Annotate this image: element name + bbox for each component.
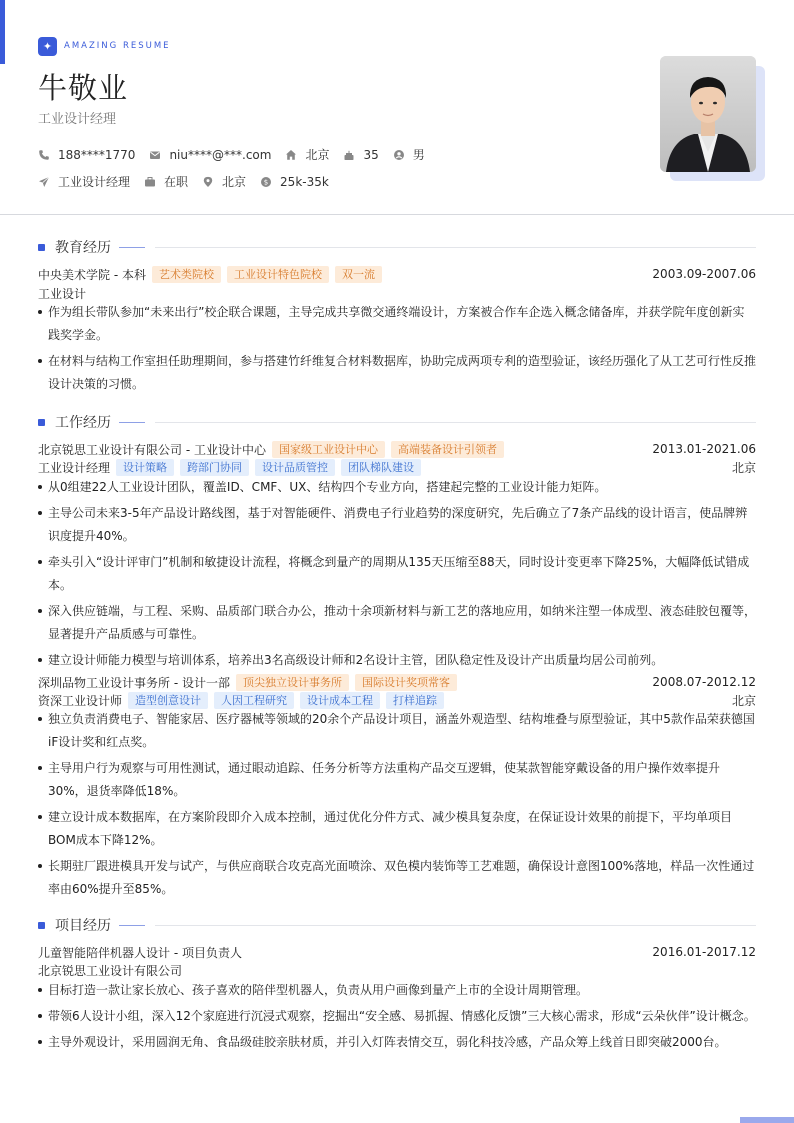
job-period: 2008.07-2012.12	[652, 675, 756, 689]
profile-photo-frame	[660, 56, 766, 182]
home-icon	[285, 149, 297, 161]
location-item	[285, 146, 329, 163]
major: 工业设计	[38, 286, 87, 301]
job-role: 资深工业设计师	[38, 693, 123, 708]
candidate-title: 工业设计经理	[38, 112, 117, 127]
contact-row	[38, 146, 439, 163]
list-item: 主导公司未来3-5年产品设计路线图，基于对智能硬件、消费电子行业趋势的深度研究，先后确立了7条产品线的设计语言，使品牌辨识度提升40%。	[38, 502, 756, 548]
job-bullets	[38, 476, 756, 675]
target-position-text: 工业设计经理	[58, 175, 131, 189]
school-tag: 双一流	[335, 266, 382, 283]
project-name: 儿童智能陪伴机器人设计 - 项目负责人	[38, 945, 242, 960]
list-item: 牵头引入“设计评审门”机制和敏捷设计流程，将概念到量产的周期从135天压缩至88天，同时设计变更率下降25%，大幅降低试错成本。	[38, 551, 756, 597]
header-divider	[0, 214, 794, 215]
skill-tag: 打样追踪	[386, 692, 444, 709]
money-icon	[260, 176, 272, 188]
mail-icon	[149, 149, 161, 161]
list-item: 作为组长带队参加“未来出行”校企联合课题，主导完成共享微交通终端设计，方案被合作车企选入概念储备库，并获学院年度创新实践奖学金。	[38, 301, 756, 347]
job-role-row	[38, 691, 756, 709]
skill-tag: 造型创意设计	[128, 692, 208, 709]
section-title: 项目经历	[55, 918, 111, 934]
education-header-row	[38, 265, 756, 283]
school-tag: 艺术类院校	[152, 266, 221, 283]
list-item: 目标打造一款让家长放心、孩子喜欢的陪伴型机器人，负责从用户画像到量产上市的全设计周期管理。	[38, 979, 756, 1002]
job-city: 北京	[731, 693, 756, 708]
project-bullets	[38, 979, 756, 1057]
section-work-header	[38, 412, 756, 432]
skill-tag: 团队梯队建设	[341, 459, 421, 476]
candidate-name: 牛敬业	[38, 71, 129, 105]
send-icon	[38, 176, 50, 188]
person-portrait-icon	[660, 56, 756, 172]
project-company: 北京锐思工业设计有限公司	[38, 963, 183, 978]
target-position-item	[38, 173, 130, 190]
section-projects-header	[38, 915, 756, 935]
salary-text: 25k-35k	[280, 174, 329, 189]
section-divider	[155, 925, 756, 926]
section-title: 教育经历	[55, 240, 111, 256]
company-tag: 国际设计奖项常客	[355, 674, 457, 691]
age-item	[343, 148, 378, 162]
gender-item	[393, 146, 425, 163]
company-tag: 国家级工业设计中心	[272, 441, 385, 458]
company-tag: 高端装备设计引领者	[391, 441, 504, 458]
job-bullets	[38, 708, 756, 904]
project-period: 2016.01-2017.12	[652, 945, 756, 959]
list-item: 在材料与结构工作室担任助理期间，参与搭建竹纤维复合材料数据库，协助完成两项专利的造型验证，该经历强化了从工艺可行性反推设计决策的习惯。	[38, 350, 756, 396]
map-pin-icon	[202, 176, 214, 188]
skill-tag: 人因工程研究	[214, 692, 294, 709]
left-accent-bar	[0, 0, 5, 64]
school-tag: 工业设计特色院校	[227, 266, 329, 283]
list-item: 建立设计师能力模型与培训体系，培养出3名高级设计师和2名设计主管，团队稳定性及设计产出质量均居公司前列。	[38, 649, 756, 672]
target-city-item	[202, 173, 246, 190]
brand-text: AMAZING RESUME	[64, 41, 171, 51]
cake-icon	[343, 149, 355, 161]
age-text: 35	[363, 147, 379, 162]
section-divider	[155, 247, 756, 248]
company-name: 深圳品物工业设计事务所 - 设计一部	[38, 675, 230, 690]
education-period: 2003.09-2007.06	[652, 267, 756, 281]
job-period: 2013.01-2021.06	[652, 442, 756, 456]
phone-item	[38, 148, 135, 162]
education-bullets	[38, 301, 756, 399]
list-item: 带领6人设计小组，深入12个家庭进行沉浸式观察，挖掘出“安全感、易抓握、情感化反馈”三大核心需求，形成“云朵伙伴”设计概念。	[38, 1005, 756, 1028]
section-title: 工作经历	[55, 415, 111, 431]
project-company-row	[38, 961, 756, 979]
email-text: niu****@***.com	[169, 147, 272, 162]
sparkle-icon: ✦	[38, 37, 57, 56]
project-header-row	[38, 943, 756, 961]
job-intent-row	[38, 173, 343, 190]
job-header-row	[38, 673, 756, 691]
list-item: 独立负责消费电子、智能家居、医疗器械等领域的20余个产品设计项目，涵盖外观造型、结构堆叠与原型验证，其中5款作品荣获德国iF设计奖和红点奖。	[38, 708, 756, 754]
section-marker	[38, 419, 45, 426]
section-education-header	[38, 237, 756, 257]
svg-text:$: $	[263, 178, 269, 187]
briefcase-icon	[144, 176, 156, 188]
status-item	[144, 173, 188, 190]
salary-item	[260, 175, 329, 189]
section-accent-line	[119, 247, 145, 248]
gender-text: 男	[412, 148, 425, 162]
job-city: 北京	[731, 460, 756, 475]
list-item: 建立设计成本数据库，在方案阶段即介入成本控制，通过优化分件方式、减少模具复杂度，在保证设计效果的前提下，平均单项目BOM成本下降12%。	[38, 806, 756, 852]
section-marker	[38, 922, 45, 929]
list-item: 从0组建22人工业设计团队，覆盖ID、CMF、UX、结构四个专业方向，搭建起完整的工业设计能力矩阵。	[38, 476, 756, 499]
user-circle-icon	[393, 149, 405, 161]
list-item: 主导外观设计，采用圆润无角、食品级硅胶亲肤材质，并引入灯阵表情交互，弱化科技冷感，产品众筹上线首日即突破2000台。	[38, 1031, 756, 1054]
skill-tag: 设计品质管控	[255, 459, 335, 476]
target-city-text: 北京	[222, 175, 247, 189]
resume-header	[38, 36, 758, 196]
phone-icon	[38, 149, 50, 161]
job-header-row	[38, 440, 756, 458]
school-name: 中央美术学院 - 本科	[38, 267, 146, 282]
list-item: 长期驻厂跟进模具开发与试产，与供应商联合攻克高光面喷涂、双色模内装饰等工艺难题，确保设计意图100%落地，样品一次性通过率由60%提升至85%。	[38, 855, 756, 901]
section-accent-line	[119, 925, 145, 926]
education-major-row	[38, 284, 756, 302]
list-item: 深入供应链端，与工程、采购、品质部门联合办公，推动十余项新材料与新工艺的落地应用，如纳米注塑一体成型、液态硅胶包覆等，显著提升产品质感与可靠性。	[38, 600, 756, 646]
skill-tag: 跨部门协同	[180, 459, 249, 476]
section-accent-line	[119, 422, 145, 423]
profile-photo	[660, 56, 756, 172]
job-role: 工业设计经理	[38, 460, 111, 475]
skill-tag: 设计成本工程	[300, 692, 380, 709]
phone-text: 188****1770	[58, 147, 136, 162]
brand	[38, 36, 758, 56]
skill-tag: 设计策略	[116, 459, 174, 476]
status-text: 在职	[164, 175, 189, 189]
section-marker	[38, 244, 45, 251]
company-tag: 顶尖独立设计事务所	[236, 674, 349, 691]
company-name: 北京锐思工业设计有限公司 - 工业设计中心	[38, 442, 266, 457]
job-role-row	[38, 458, 756, 476]
section-divider	[155, 422, 756, 423]
bottom-accent-bar	[740, 1117, 794, 1123]
list-item: 主导用户行为观察与可用性测试，通过眼动追踪、任务分析等方法重构产品交互逻辑，使某款智能穿戴设备的用户操作效率提升30%，退货率降低18%。	[38, 757, 756, 803]
location-text: 北京	[305, 148, 330, 162]
email-item	[149, 148, 271, 162]
